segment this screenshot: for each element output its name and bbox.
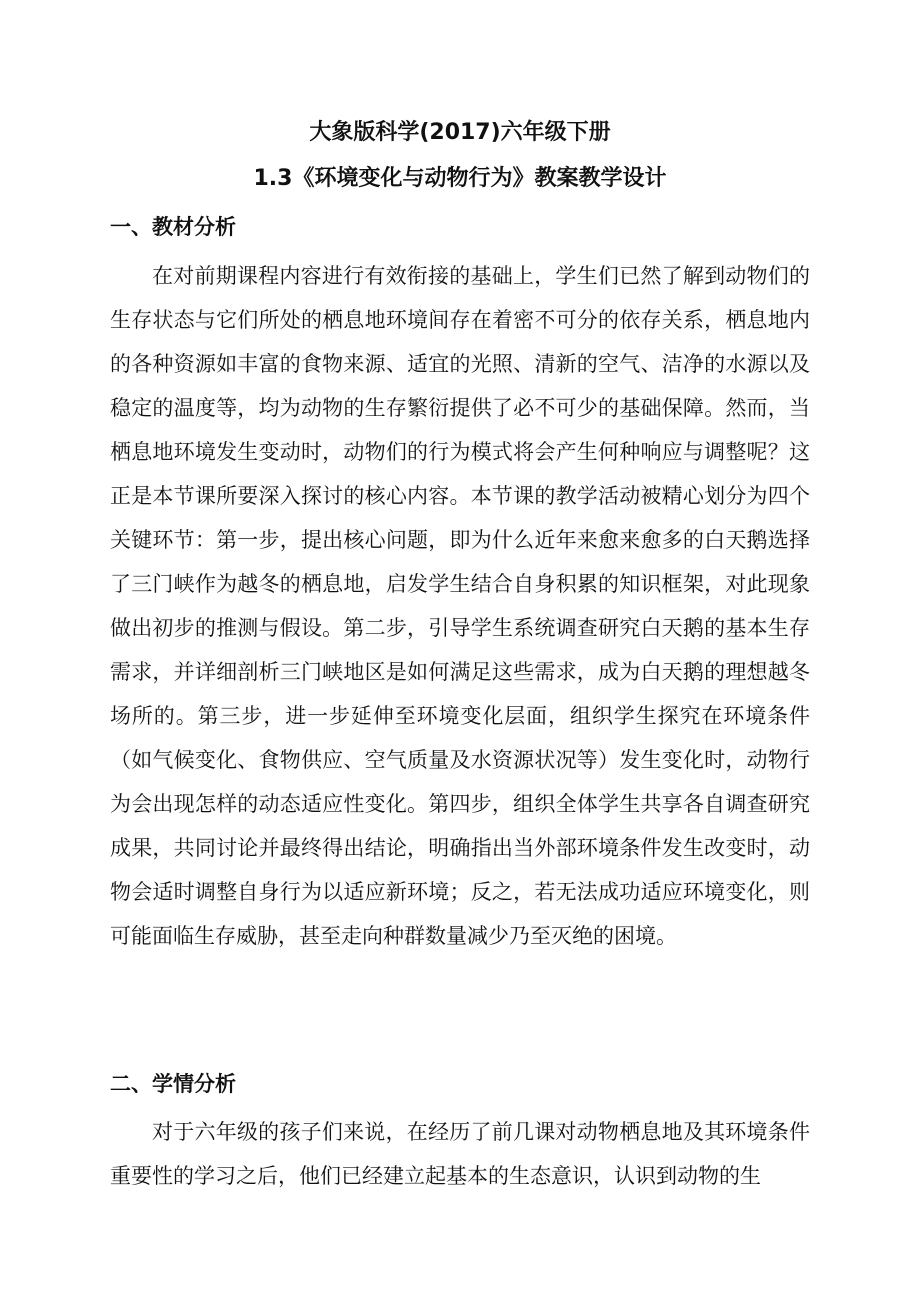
document-title-line1: 大象版科学(2017)六年级下册 <box>309 120 611 145</box>
section-paragraph-learner-analysis: 对于六年级的孩子们来说，在经历了前几课对动物栖息地及其环境条件重要性的学习之后，他们已经建立起基本的生态意识，认识到动物的生 <box>110 1120 810 1188</box>
section-paragraph-textbook-analysis: 在对前期课程内容进行有效衔接的基础上，学生们已然了解到动物们的生存状态与它们所处的栖息地环境间存在着密不可分的依存关系，栖息地内的各种资源如丰富的食物来源、适宜的光照、清新的空气、洁净的水源以及稳定的温度等，均为动物的生存繁衍提供了必不可少的基础保障。然而，当栖息地环境发生变动时，动物们的行为模式将会产生何种响应与调整呢？这正是本节课所要深入探讨的核心内容。本节课的教学活动被精心划分为四个关键环节：第一步，提出核心问题，即为什么近年来愈来愈多的白天鹅选择了三门峡作为越冬的栖息地，启发学生结合自身积累的知识框架，对此现象做出初步的推测与假设。第二步，引导学生系统调查研究白天鹅的基本生存需求，并详细剖析三门峡地区是如何满足这些需求，成为白天鹅的理想越冬场所的。第三步，进一步延伸至环境变化层面，组织学生探究在环境条件（如气候变化、食物供应、空气质量及水资源状况等）发生变化时，动物行为会出现怎样的动态适应性变化。第四步，组织全体学生共享各自调查研究成果，共同讨论并最终得出结论，明确指出当外部环境条件发生改变时，动物会适时调整自身行为以适应新环境；反之，若无法成功适应环境变化，则可能面临生存威胁，甚至走向种群数量减少乃至灭绝的困境。 <box>110 264 810 948</box>
document-title-line2: 1.3《环境变化与动物行为》教案教学设计 <box>253 166 667 191</box>
section-heading-textbook-analysis: 一、教材分析 <box>110 215 236 239</box>
section-heading-learner-analysis: 二、学情分析 <box>110 1072 236 1096</box>
